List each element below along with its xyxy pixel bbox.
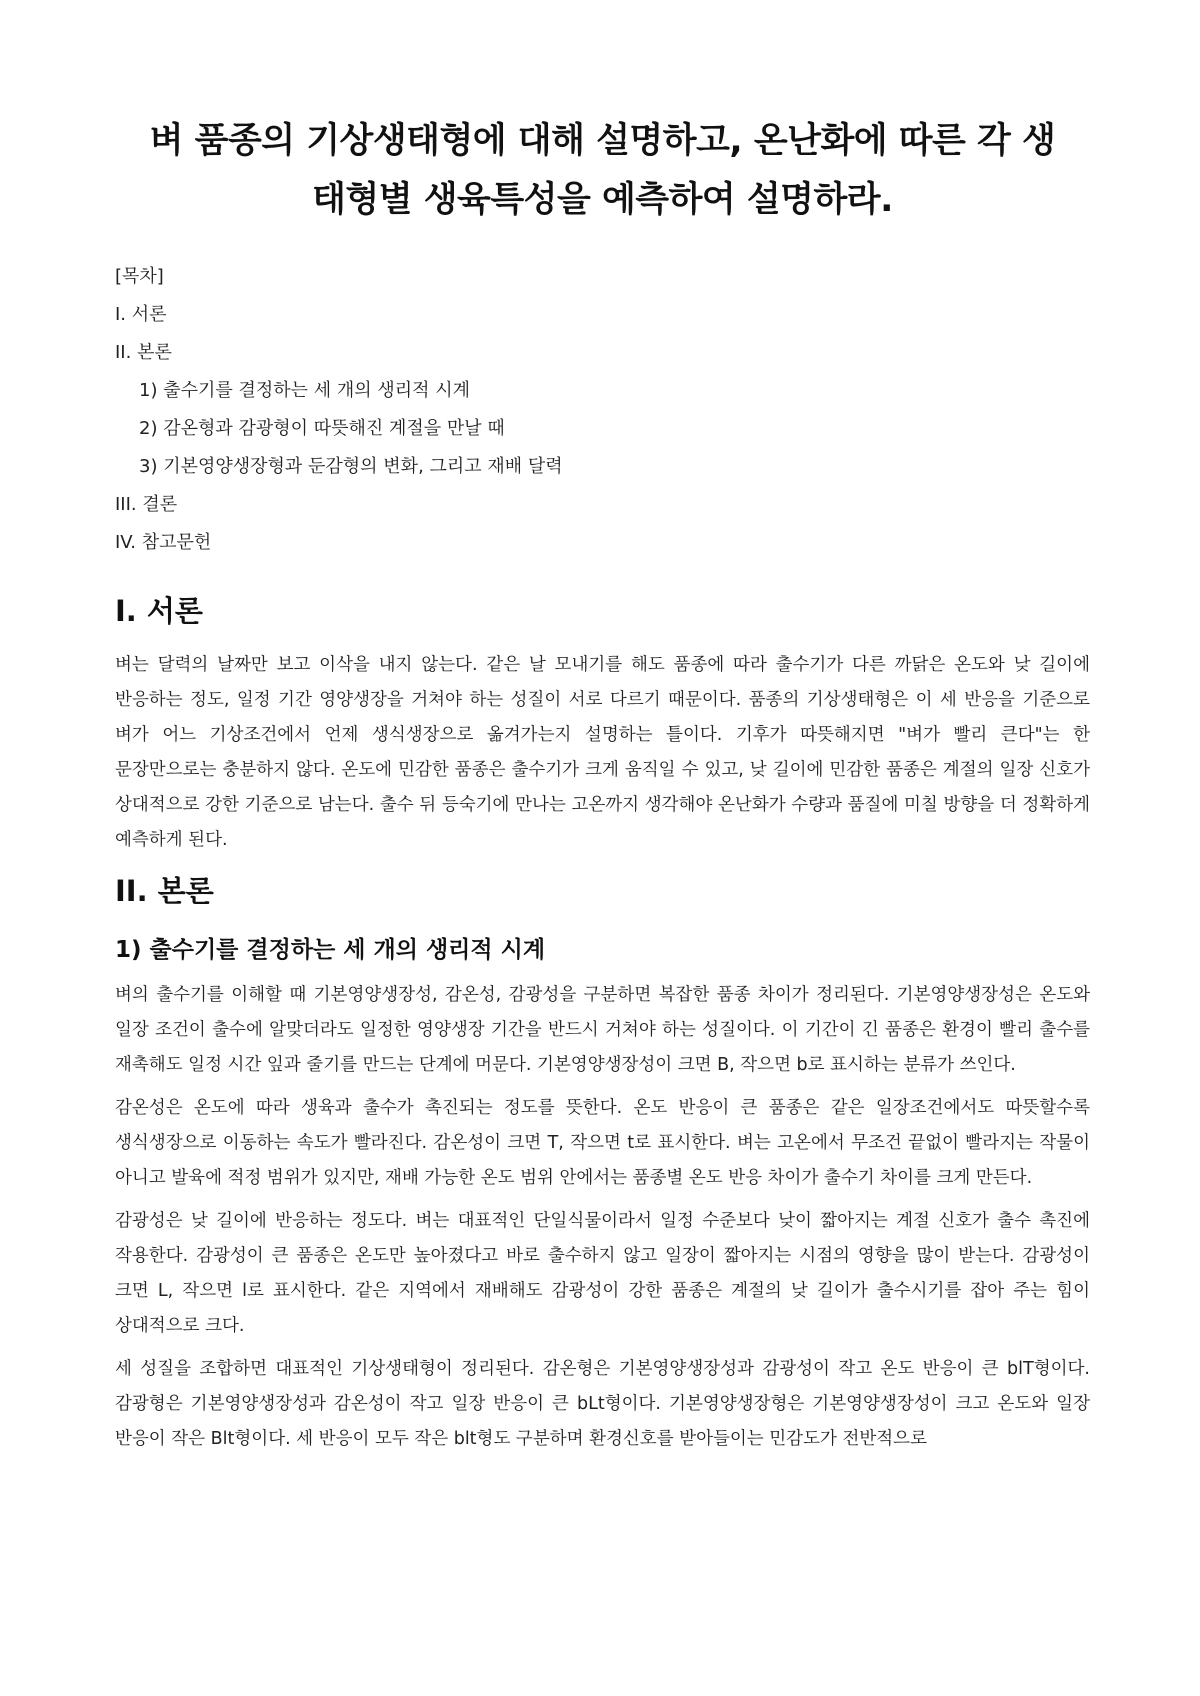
toc-subitem: 2) 감온형과 감광형이 따뜻해진 계절을 만날 때 xyxy=(139,418,505,439)
toc-label: [목차] xyxy=(115,266,164,287)
toc-item: II. 본론 xyxy=(115,342,172,363)
table-of-contents xyxy=(115,258,1090,562)
toc-item: IV. 참고문헌 xyxy=(115,532,212,553)
section-heading-body: II. 본론 xyxy=(115,874,214,908)
section-heading-introduction: I. 서론 xyxy=(115,594,203,628)
toc-subitem: 3) 기본영양생장형과 둔감형의 변화, 그리고 재배 달력 xyxy=(139,456,563,477)
toc-subitem: 1) 출수기를 결정하는 세 개의 생리적 시계 xyxy=(139,380,471,401)
body-paragraph: 감온성은 온도에 따라 생육과 출수가 촉진되는 정도를 뜻한다. 온도 반응이 큰 품종은 같은 일장조건에서도 따뜻할수록 생식생장으로 이동하는 속도가 빨라진다. 감온성이 크면 T, 작으면 t로 표시한다. 벼는 고온에서 무조건 끝없이 빨라지는 작물이 아니고 발육에 적정 범위가 있지만, 재배 가능한 온도 범위 안에서는 품종별 온도 반응 차이가 출수기 차이를 크게 만든다. xyxy=(115,1098,1090,1188)
document-title: 벼 품종의 기상생태형에 대해 설명하고, 온난화에 따른 각 생태형별 생육특성을 예측하여 설명하라. xyxy=(149,121,1056,220)
body-paragraph: 벼의 출수기를 이해할 때 기본영양생장성, 감온성, 감광성을 구분하면 복잡한 품종 차이가 정리된다. 기본영양생장성은 온도와 일장 조건이 출수에 알맞더라도 일정한 영양생장 기간을 반드시 거쳐야 하는 성질이다. 이 기간이 긴 품종은 환경이 빨리 출수를 재촉해도 일정 시간 잎과 줄기를 만드는 단계에 머문다. 기본영양생장성이 크면 B, 작으면 b로 표시하는 분류가 쓰인다. xyxy=(115,985,1090,1075)
subsection-heading-physiological-clocks: 1) 출수기를 결정하는 세 개의 생리적 시계 xyxy=(115,937,546,963)
toc-item: I. 서론 xyxy=(115,304,167,325)
introduction-paragraph: 벼는 달력의 날짜만 보고 이삭을 내지 않는다. 같은 날 모내기를 해도 품종에 따라 출수기가 다른 까닭은 온도와 낮 길이에 반응하는 정도, 일정 기간 영양생장을 거쳐야 하는 성질이 서로 다르기 때문이다. 품종의 기상생태형은 이 세 반응을 기준으로 벼가 어느 기상조건에서 언제 생식생장으로 옮겨가는지 설명하는 틀이다. 기후가 따뜻해지면 "벼가 빨리 큰다"는 한 문장만으로는 충분하지 않다. 온도에 민감한 품종은 출수기가 크게 움직일 수 있고, 낮 길이에 민감한 품종은 계절의 일장 신호가 상대적으로 강한 기준으로 남는다. 출수 뒤 등숙기에 만나는 고온까지 생각해야 온난화가 수량과 품질에 미칠 방향을 더 정확하게 예측하게 된다. xyxy=(115,655,1090,850)
body-paragraph: 세 성질을 조합하면 대표적인 기상생태형이 정리된다. 감온형은 기본영양생장성과 감광성이 작고 온도 반응이 큰 blT형이다. 감광형은 기본영양생장성과 감온성이 작고 일장 반응이 큰 bLt형이다. 기본영양생장형은 기본영양생장성이 크고 온도와 일장 반응이 작은 Blt형이다. 세 반응이 모두 작은 blt형도 구분하며 환경신호를 받아들이는 민감도가 전반적으로 xyxy=(115,1359,1090,1449)
body-paragraph: 감광성은 낮 길이에 반응하는 정도다. 벼는 대표적인 단일식물이라서 일정 수준보다 낮이 짧아지는 계절 신호가 출수 촉진에 작용한다. 감광성이 큰 품종은 온도만 높아졌다고 바로 출수하지 않고 일장이 짧아지는 시점의 영향을 많이 받는다. 감광성이 크면 L, 작으면 l로 표시한다. 같은 지역에서 재배해도 감광성이 강한 품종은 계절의 낮 길이가 출수시기를 잡아 주는 힘이 상대적으로 크다. xyxy=(115,1211,1090,1336)
toc-item: III. 결론 xyxy=(115,494,178,515)
